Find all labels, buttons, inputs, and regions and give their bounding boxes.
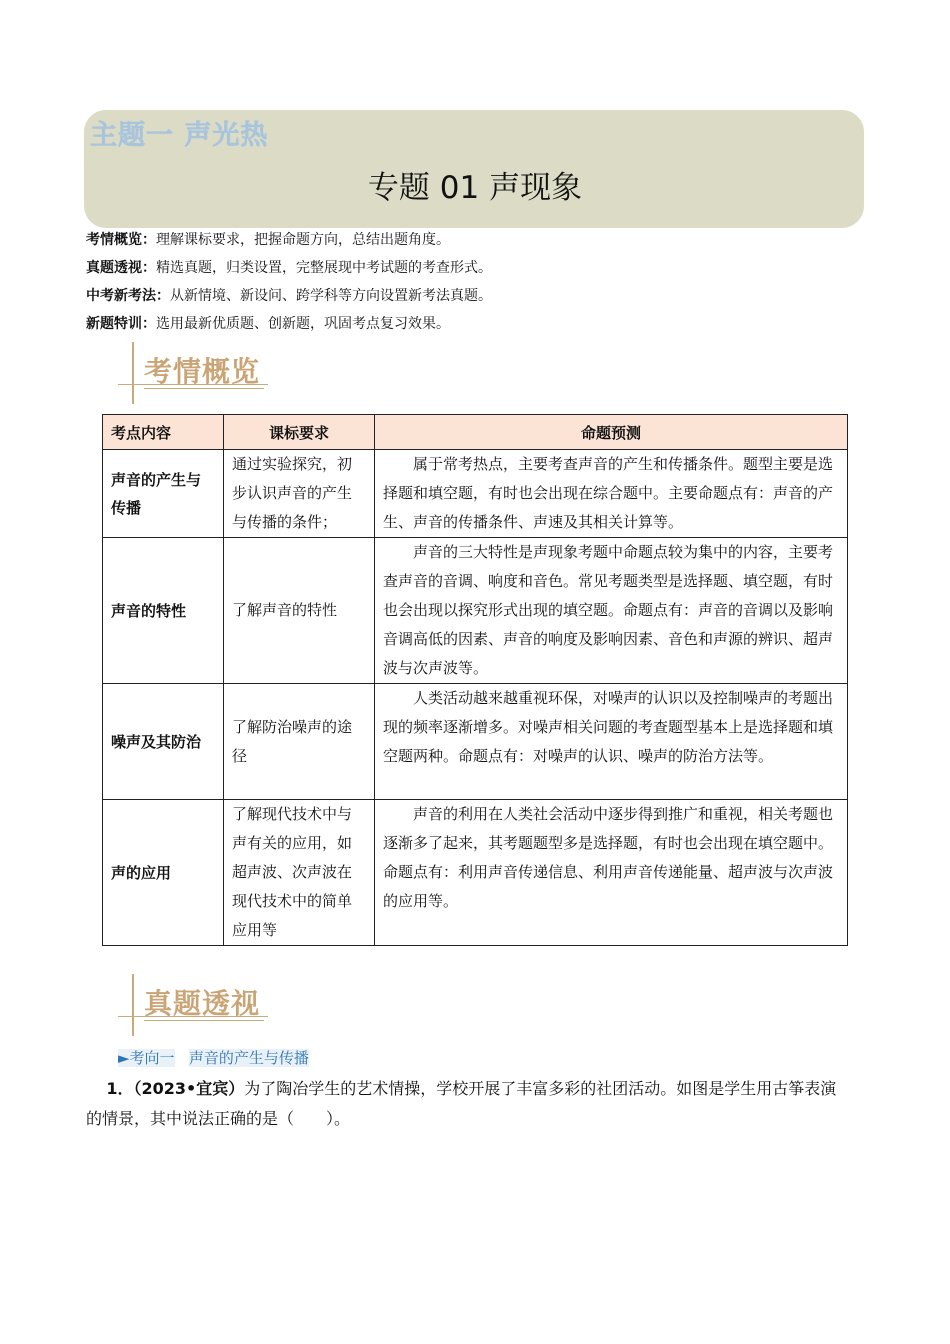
requirement-cell: 通过实验探究，初步认识声音的产生与传播的条件； xyxy=(224,450,375,538)
intro-line-3 xyxy=(86,286,492,306)
direction-marker: ►考向一 xyxy=(118,1049,175,1067)
intro-line-2 xyxy=(86,258,492,278)
question-number: 1． xyxy=(106,1079,134,1098)
requirement-cell: 了解防治噪声的途径 xyxy=(224,684,375,800)
intro-line-4 xyxy=(86,314,450,334)
intro-label: 真题透视： xyxy=(86,260,156,276)
section-title: 真题透视 xyxy=(144,987,261,1020)
prediction-cell: 属于常考热点，主要考查声音的产生和传播条件。题型主要是选择题和填空题，有时也会出现在综合题中。主要命题点有：声音的产生、声音的传播条件、声速及其相关计算等。 xyxy=(375,450,848,538)
direction-text: 声音的产生与传播 xyxy=(188,1049,309,1067)
section-heading-overview xyxy=(118,342,298,412)
intro-label: 新题特训： xyxy=(86,316,156,332)
question-text: 为了陶冶学生的艺术情操，学校开展了丰富多彩的社团活动。如图是学生用古筝表演的情景，其中说法正确的是（ ）。 xyxy=(86,1079,837,1128)
table-row xyxy=(103,538,848,684)
table-header-cell: 命题预测 xyxy=(375,415,848,450)
table-row xyxy=(103,684,848,800)
theme-label: 主题一 声光热 xyxy=(90,120,269,151)
section-title: 考情概览 xyxy=(144,355,261,388)
direction-label xyxy=(118,1047,309,1068)
topic-cell: 声音的特性 xyxy=(103,538,224,684)
requirement-cell: 了解现代技术中与声有关的应用，如超声波、次声波在现代技术中的简单应用等 xyxy=(224,800,375,946)
table-row xyxy=(103,800,848,946)
heading-decoration xyxy=(132,974,134,1036)
intro-text: 理解课标要求，把握命题方向，总结出题角度。 xyxy=(156,232,450,248)
page-title: 专题 01 声现象 xyxy=(367,170,583,206)
intro-text: 从新情境、新设问、跨学科等方向设置新考法真题。 xyxy=(170,288,492,304)
table-header-cell: 考点内容 xyxy=(103,415,224,450)
intro-label: 考情概览： xyxy=(86,232,156,248)
heading-decoration xyxy=(132,342,134,404)
section-heading-real xyxy=(118,974,298,1044)
question-source: （2023•宜宾） xyxy=(133,1079,245,1098)
table-row xyxy=(103,450,848,538)
intro-text: 精选真题，归类设置，完整展现中考试题的考查形式。 xyxy=(156,260,492,276)
requirement-cell: 了解声音的特性 xyxy=(224,538,375,684)
table-header-row xyxy=(103,415,848,450)
topic-cell: 声的应用 xyxy=(103,800,224,946)
intro-text: 选用最新优质题、创新题，巩固考点复习效果。 xyxy=(156,316,450,332)
prediction-cell: 声音的利用在人类社会活动中逐步得到推广和重视，相关考题也逐渐多了起来，其考题题型多是选择题，有时也会出现在填空题中。命题点有：利用声音传递信息、利用声音传递能量、超声波与次声波的应用等。 xyxy=(375,800,848,946)
overview-table xyxy=(102,414,848,946)
table-header-cell: 课标要求 xyxy=(224,415,375,450)
question-1 xyxy=(86,1074,852,1134)
prediction-cell: 人类活动越来越重视环保，对噪声的认识以及控制噪声的考题出现的频率逐渐增多。对噪声相关问题的考查题型基本上是选择题和填空题两种。命题点有：对噪声的认识、噪声的防治方法等。 xyxy=(375,684,848,800)
topic-cell: 声音的产生与传播 xyxy=(103,450,224,538)
intro-line-1 xyxy=(86,230,450,250)
prediction-cell: 声音的三大特性是声现象考题中命题点较为集中的内容，主要考查声音的音调、响度和音色。常见考题类型是选择题、填空题，有时也会出现以探究形式出现的填空题。命题点有：声音的音调以及影响音调高低的因素、声音的响度及影响因素、音色和声源的辨识、超声波与次声波等。 xyxy=(375,538,848,684)
intro-label: 中考新考法： xyxy=(86,288,170,304)
topic-cell: 噪声及其防治 xyxy=(103,684,224,800)
